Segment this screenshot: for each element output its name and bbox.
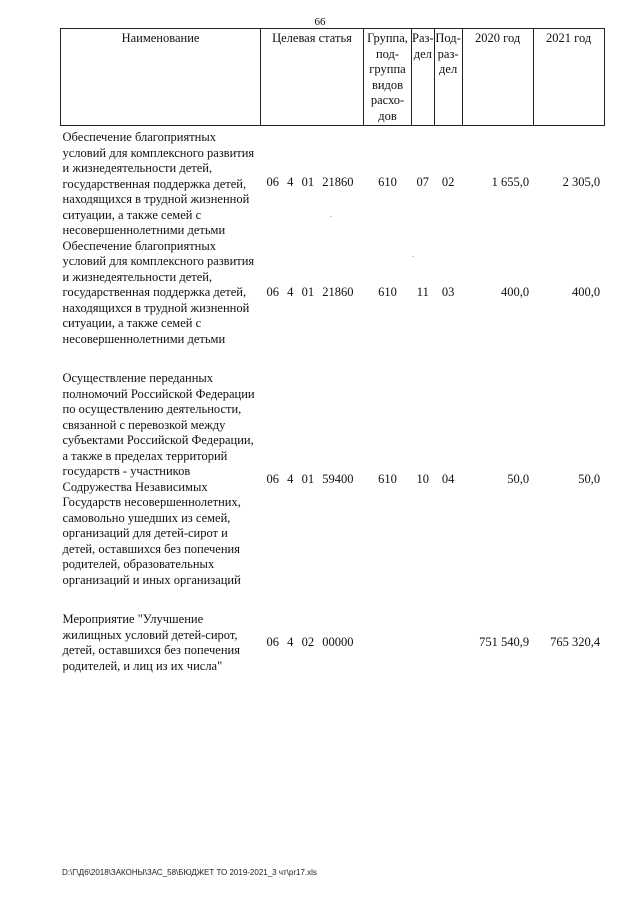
code-subprogram: 4	[287, 285, 294, 299]
row-value-2021: 765 320,4	[550, 635, 601, 650]
table-row	[61, 126, 605, 239]
row-subsection: 04	[441, 471, 455, 486]
header-subsection: Под- раз- дел	[434, 29, 462, 126]
header-expense-group: Группа, под- группа видов расхо- дов	[364, 29, 412, 126]
row-subsection: 03	[441, 285, 455, 299]
table-header-row	[61, 29, 605, 126]
header-2020: 2020 год	[462, 29, 533, 126]
row-value-2020: 50,0	[507, 471, 530, 486]
header-2021: 2021 год	[533, 29, 604, 126]
row-target-code	[261, 347, 364, 588]
scan-speck: .	[330, 210, 332, 219]
header-name: Наименование	[61, 29, 261, 126]
row-target-code	[261, 588, 364, 674]
code-direction: 21860	[322, 285, 354, 299]
row-section: 11	[416, 285, 429, 299]
row-value-2021: 2 305,0	[562, 174, 601, 189]
code-program: 06	[266, 174, 279, 189]
row-section	[412, 588, 435, 674]
code-program: 06	[266, 471, 279, 486]
code-event: 01	[301, 285, 315, 299]
table-row	[61, 239, 605, 348]
table-row	[61, 588, 605, 674]
scan-speck: .	[412, 250, 414, 259]
code-program: 06	[266, 635, 279, 650]
code-direction: 59400	[322, 471, 354, 486]
row-value-2020: 751 540,9	[479, 635, 530, 650]
row-name: Осуществление переданных полномочий Российской Федерации по осуществлению деятельности, связанной с перевозкой между субъектами Российской Федерации, а также в пределах территорий государств - участников Содружества Независимых Государств несовершеннолетних, самовольно ушедших из семей, организаций для детей-сирот и детей, оставшихся без попечения родителей, образовательных организаций и иных организаций	[62, 371, 255, 587]
code-program: 06	[266, 285, 279, 299]
code-event: 02	[301, 635, 315, 650]
code-event: 01	[301, 471, 315, 486]
row-group	[364, 588, 412, 674]
code-subprogram: 4	[287, 471, 294, 486]
page-number: 66	[314, 16, 326, 28]
row-section: 07	[416, 174, 430, 189]
row-group: 610	[378, 174, 397, 189]
row-value-2021: 400,0	[571, 285, 601, 299]
file-path-footer: D:\Г\Д6\2018\ЗАКОНЫ\ЗАС_58\БЮДЖЕТ ТО 2019-2021_3 чт\pr17.xls	[62, 868, 317, 877]
code-direction: 21860	[322, 174, 354, 189]
row-target-code	[261, 126, 364, 239]
row-name: Обеспечение благоприятных условий для комплексного развития и жизнедеятельности детей, государственная поддержка детей, находящихся в трудной жизненной ситуации, а также семей с несовершеннолетними детьми	[62, 130, 255, 237]
row-target-code	[261, 239, 364, 348]
table-row	[61, 347, 605, 588]
row-value-2020: 1 655,0	[491, 174, 530, 189]
row-name: Мероприятие "Улучшение жилищных условий детей-сирот, детей, оставшихся без попечения родителей, и лиц из их числа"	[62, 612, 240, 673]
row-section: 10	[416, 471, 430, 486]
row-value-2020: 400,0	[500, 285, 530, 299]
header-section: Раз- дел	[412, 29, 435, 126]
budget-table	[60, 28, 605, 674]
code-direction: 00000	[322, 635, 354, 650]
row-subsection	[434, 588, 462, 674]
code-event: 01	[301, 174, 315, 189]
row-name: Обеспечение благоприятных условий для комплексного развития и жизнедеятельности детей, государственная поддержка детей, находящихся в трудной жизненной ситуации, а также семей с несовершеннолетними детьми	[62, 238, 255, 346]
row-group: 610	[378, 471, 397, 486]
header-target-article: Целевая статья	[261, 29, 364, 126]
row-subsection: 02	[441, 174, 455, 189]
row-value-2021: 50,0	[578, 471, 601, 486]
row-group: 610	[378, 285, 397, 299]
code-subprogram: 4	[287, 635, 294, 650]
code-subprogram: 4	[287, 174, 294, 189]
